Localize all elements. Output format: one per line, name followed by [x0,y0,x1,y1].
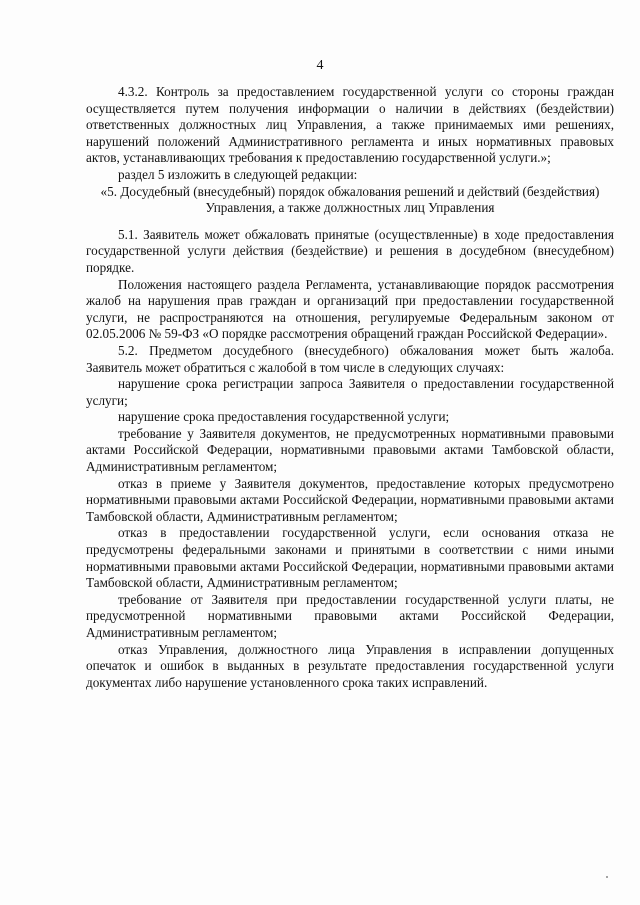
spacer [86,217,614,227]
case-correction-refusal: отказ Управления, должностного лица Управления в исправлении допущенных опечаток и ошибок в выданных в результате предоставления государственной услуги документах либо нарушение установленного срока таких исправлений. [86,641,614,690]
scan-speck [606,876,608,878]
case-refusal-service: отказ в предоставлении государственной услуги, если основания отказа не предусмотрены федеральными законами и принятыми в соответствии с ними иными нормативными правовыми актами Российской Федерации, нормативными правовыми актами Тамбовской области, Административным регламентом; [86,525,614,591]
case-extra-documents: требование у Заявителя документов, не предусмотренных нормативными правовыми актами Российской Федерации, нормативными правовыми актами Тамбовской области, Административным регламентом; [86,425,614,475]
document-body [86,84,614,691]
section-5-heading: «5. Досудебный (внесудебный) порядок обжалования решений и действий (бездействия) Управления, а также должностных лиц Управления [100,183,600,216]
case-registration-delay: нарушение срока регистрации запроса Заявителя о предоставлении государственной услуги; [86,376,614,408]
page-number: 4 [316,58,324,73]
case-fee-demand: требование от Заявителя при предоставлении государственной услуги платы, не предусмотренной нормативными правовыми актами Российской Федерации, Административным регламентом; [86,591,614,640]
case-service-delay: нарушение срока предоставления государственной услуги; [118,409,450,425]
paragraph-section-5-instruction: раздел 5 изложить в следующей редакции: [118,166,358,182]
case-refusal-acceptance: отказ в приеме у Заявителя документов, предоставление которых предусмотрено нормативными правовыми актами Российской Федерации, нормативными правовыми актами Тамбовской области, Административным регламентом; [86,475,614,524]
paragraph-4-3-2: 4.3.2. Контроль за предоставлением государственной услуги со стороны граждан осуществляется путем получения информации о наличии в действиях (бездействии) ответственных должностных лиц Управления, а также принимаемых ими решениях, нарушений положений Административного регламента и иных нормативных правовых актов, устанавливающих требования к предоставлению государственной услуги.»; [86,84,614,166]
paragraph-5-2: 5.2. Предметом досудебного (внесудебного) обжалования может быть жалоба. Заявитель может обратиться с жалобой в том числе в следующих случаях: [86,342,614,375]
paragraph-5-1: 5.1. Заявитель может обжаловать принятые (осуществленные) в ходе предоставления государственной услуги действия (бездействие) и решения в досудебном (внесудебном) порядке. [86,226,614,275]
paragraph-scope: Положения настоящего раздела Регламента, устанавливающие порядок рассмотрения жалоб на нарушения прав граждан и организаций при предоставлении государственной услуги, не распространяются на отношения, регулируемые Федеральным законом от 02.05.2006 № 59-ФЗ «О порядке рассмотрения обращений граждан Российской Федерации». [86,276,614,342]
